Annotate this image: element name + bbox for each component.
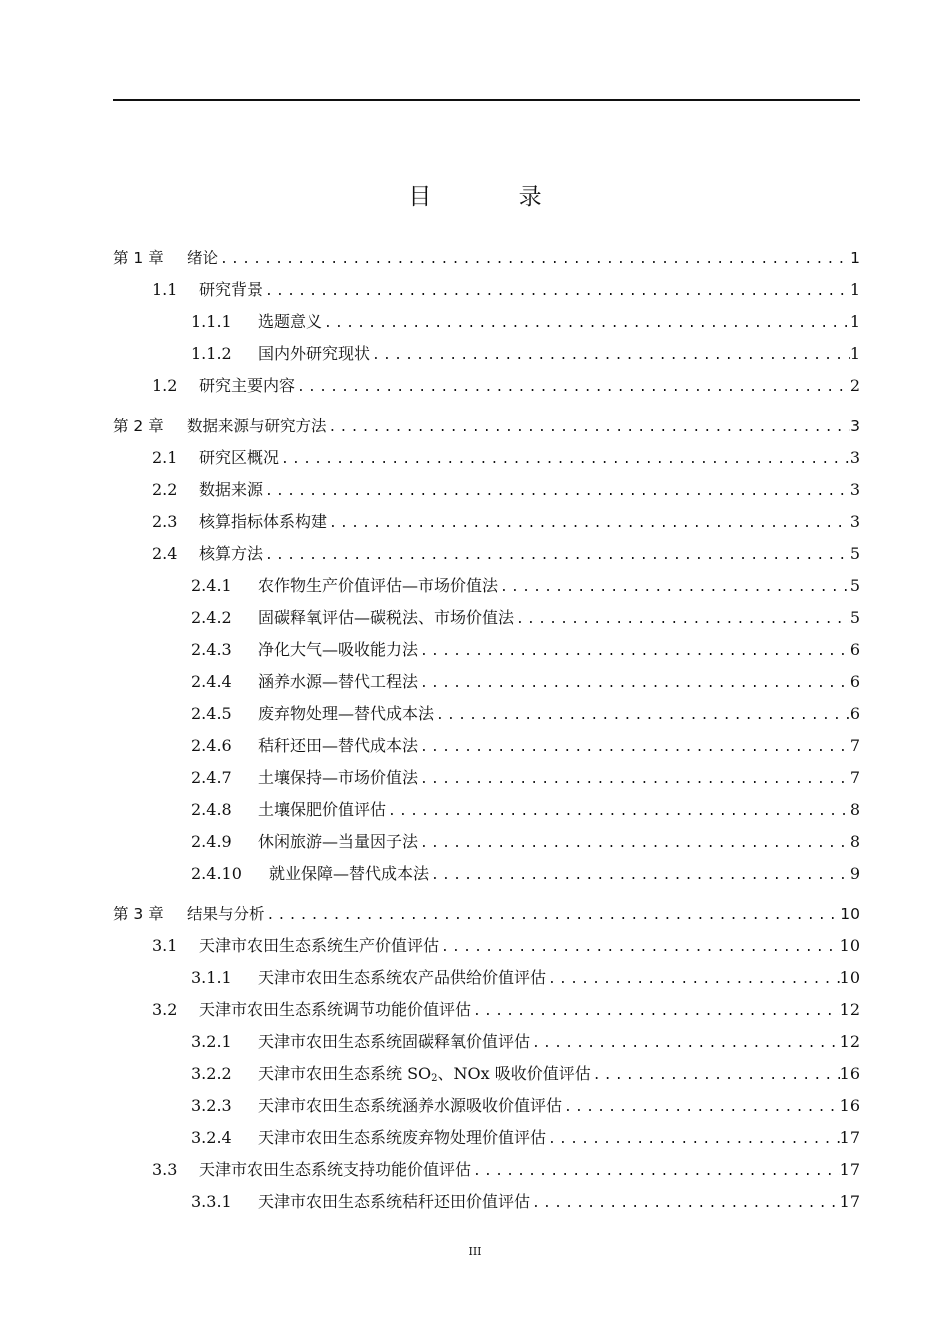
toc-title: 休闲旅游—当量因子法 <box>258 832 419 851</box>
toc-title: 数据来源 <box>199 480 264 499</box>
toc-title: 国内外研究现状 <box>258 344 371 363</box>
toc-page: 12 <box>839 1032 860 1051</box>
toc-leader <box>418 764 850 796</box>
toc-number: 第 2 章 <box>113 417 164 435</box>
toc-title: 绪论 <box>187 249 219 267</box>
toc-leader <box>295 372 850 404</box>
toc-leader <box>386 796 850 828</box>
toc-number: 2.4.2 <box>191 608 232 627</box>
toc-page: 17 <box>839 1128 860 1147</box>
toc-page: 8 <box>849 832 860 851</box>
toc-page: 10 <box>839 968 860 987</box>
toc-number: 2.4.8 <box>191 800 232 819</box>
toc-section-1-2[interactable] <box>113 370 860 402</box>
toc-subsection-2-4-1[interactable] <box>113 570 860 602</box>
toc-title: 数据来源与研究方法 <box>187 417 327 435</box>
toc-leader <box>471 996 840 1028</box>
toc-leader <box>434 700 850 732</box>
toc-number: 2.4.1 <box>191 576 232 595</box>
toc-section-2-2[interactable] <box>113 474 860 506</box>
toc-title: 农作物生产价值评估—市场价值法 <box>258 576 499 595</box>
toc-page: 9 <box>849 864 860 883</box>
toc-page: 1 <box>849 312 860 331</box>
toc-subsection-3-2-3[interactable] <box>113 1090 860 1122</box>
toc-subsection-3-3-1[interactable] <box>113 1186 860 1218</box>
toc-leader <box>514 604 850 636</box>
toc-page: 3 <box>849 512 860 531</box>
toc-number: 2.4.6 <box>191 736 232 755</box>
toc-title: 土壤保肥价值评估 <box>258 800 387 819</box>
toc-number: 3.3 <box>152 1160 178 1179</box>
toc-number: 2.4.4 <box>191 672 232 691</box>
toc-number: 3.1 <box>152 936 178 955</box>
toc-leader <box>279 444 850 476</box>
toc-subsection-2-4-3[interactable] <box>113 634 860 666</box>
toc-page: 7 <box>849 736 860 755</box>
toc-number: 3.2.3 <box>191 1096 232 1115</box>
toc-title: 核算方法 <box>199 544 264 563</box>
toc-subsection-2-4-10[interactable] <box>113 858 860 890</box>
toc-page: 17 <box>839 1192 860 1211</box>
toc-leader <box>546 964 840 996</box>
toc-subsection-3-2-1[interactable] <box>113 1026 860 1058</box>
toc-page: 16 <box>839 1096 860 1115</box>
toc-subsection-2-4-9[interactable] <box>113 826 860 858</box>
toc-leader <box>546 1124 840 1156</box>
toc-chapter-3[interactable] <box>113 898 860 930</box>
toc-section-2-1[interactable] <box>113 442 860 474</box>
toc-title: 固碳释氧评估—碳税法、市场价值法 <box>258 608 515 627</box>
toc-title-part: 天津市农田生态系统 SO <box>258 1064 432 1083</box>
toc-page: 2 <box>849 376 860 395</box>
toc-title: 天津市农田生态系统秸秆还田价值评估 <box>258 1192 531 1211</box>
toc-leader <box>439 932 840 964</box>
toc-leader <box>265 900 841 932</box>
toc-number: 1.1.1 <box>191 312 232 331</box>
toc-page: 7 <box>849 768 860 787</box>
toc-subsection-2-4-5[interactable] <box>113 698 860 730</box>
toc-title: 天津市农田生态系统支持功能价值评估 <box>199 1160 472 1179</box>
toc-page: 3 <box>850 417 860 435</box>
toc-chapter-2[interactable] <box>113 410 860 442</box>
toc-subsection-3-2-4[interactable] <box>113 1122 860 1154</box>
toc-number: 3.3.1 <box>191 1192 232 1211</box>
page-title: 目 录 <box>408 184 582 210</box>
toc-leader <box>429 860 850 892</box>
toc-title: 选题意义 <box>258 312 323 331</box>
toc-number: 1.2 <box>152 376 178 395</box>
toc-leader <box>327 508 850 540</box>
toc-title: 秸秆还田—替代成本法 <box>258 736 419 755</box>
toc-title: 天津市农田生态系统涵养水源吸收价值评估 <box>258 1096 563 1115</box>
toc-title: 涵养水源—替代工程法 <box>258 672 419 691</box>
toc-title: 研究背景 <box>199 280 264 299</box>
toc-subsection-1-1-1[interactable] <box>113 306 860 338</box>
toc-number: 1.1.2 <box>191 344 232 363</box>
toc-subsection-3-1-1[interactable] <box>113 962 860 994</box>
toc-page: 10 <box>840 905 860 923</box>
toc-page: 6 <box>849 672 860 691</box>
toc-subsection-2-4-6[interactable] <box>113 730 860 762</box>
toc-leader <box>418 828 850 860</box>
toc-page: 6 <box>849 640 860 659</box>
toc-leader <box>591 1060 840 1092</box>
toc-number: 1.1 <box>152 280 178 299</box>
toc-section-3-1[interactable] <box>113 930 860 962</box>
toc-title: 土壤保持—市场价值法 <box>258 768 419 787</box>
toc-number: 3.2 <box>152 1000 178 1019</box>
toc-leader <box>263 540 850 572</box>
toc-page: 1 <box>849 344 860 363</box>
toc-title: 结果与分析 <box>187 905 265 923</box>
toc-page: 3 <box>849 480 860 499</box>
toc-subsection-1-1-2[interactable] <box>113 338 860 370</box>
toc-chapter-1[interactable] <box>113 242 860 274</box>
toc-page: 8 <box>849 800 860 819</box>
page-number-footer: III <box>468 1245 482 1258</box>
toc-number: 2.4.3 <box>191 640 232 659</box>
toc-page: 1 <box>849 280 860 299</box>
toc-leader <box>498 572 850 604</box>
toc-number: 2.4 <box>152 544 178 563</box>
toc-number: 2.3 <box>152 512 178 531</box>
subscript: 2 <box>431 1073 438 1084</box>
toc-leader <box>327 412 850 444</box>
table-of-contents <box>113 242 860 1218</box>
toc-subsection-3-2-2[interactable] <box>113 1058 860 1090</box>
toc-section-1-1[interactable] <box>113 274 860 306</box>
toc-number: 2.1 <box>152 448 178 467</box>
toc-page: 1 <box>850 249 860 267</box>
toc-page: 10 <box>839 936 860 955</box>
toc-number: 2.4.9 <box>191 832 232 851</box>
toc-number: 2.2 <box>152 480 178 499</box>
toc-title: 天津市农田生态系统固碳释氧价值评估 <box>258 1032 531 1051</box>
toc-subsection-2-4-2[interactable] <box>113 602 860 634</box>
toc-leader <box>263 276 850 308</box>
toc-title: 天津市农田生态系统生产价值评估 <box>199 936 440 955</box>
toc-leader <box>322 308 850 340</box>
toc-subsection-2-4-7[interactable] <box>113 762 860 794</box>
toc-section-3-3[interactable] <box>113 1154 860 1186</box>
toc-leader <box>418 668 850 700</box>
toc-section-3-2[interactable] <box>113 994 860 1026</box>
toc-page: 5 <box>849 608 860 627</box>
toc-title: 天津市农田生态系统废弃物处理价值评估 <box>258 1128 547 1147</box>
toc-title: 废弃物处理—替代成本法 <box>258 704 435 723</box>
toc-title: 净化大气—吸收能力法 <box>258 640 419 659</box>
toc-page: 6 <box>849 704 860 723</box>
toc-page: 3 <box>849 448 860 467</box>
toc-title: 研究主要内容 <box>199 376 296 395</box>
toc-leader <box>562 1092 840 1124</box>
toc-title: 就业保障—替代成本法 <box>269 864 430 883</box>
toc-number: 2.4.7 <box>191 768 232 787</box>
toc-page: 17 <box>839 1160 860 1179</box>
toc-leader <box>530 1188 840 1220</box>
toc-leader <box>530 1028 840 1060</box>
toc-page: 12 <box>839 1000 860 1019</box>
toc-section-2-4[interactable] <box>113 538 860 570</box>
toc-title: 核算指标体系构建 <box>199 512 328 531</box>
toc-number: 3.1.1 <box>191 968 232 987</box>
toc-number: 第 3 章 <box>113 905 164 923</box>
header-rule <box>113 99 860 101</box>
toc-title-part: 、NOx 吸收价值评估 <box>437 1064 591 1083</box>
toc-leader <box>218 244 850 276</box>
toc-subsection-2-4-8[interactable] <box>113 794 860 826</box>
toc-subsection-2-4-4[interactable] <box>113 666 860 698</box>
toc-number: 3.2.2 <box>191 1064 232 1083</box>
toc-title: 天津市农田生态系统调节功能价值评估 <box>199 1000 472 1019</box>
toc-leader <box>263 476 850 508</box>
toc-title: 研究区概况 <box>199 448 280 467</box>
toc-page: 16 <box>839 1064 860 1083</box>
toc-number: 2.4.5 <box>191 704 232 723</box>
toc-number: 3.2.1 <box>191 1032 232 1051</box>
toc-number: 第 1 章 <box>113 249 164 267</box>
toc-leader <box>471 1156 840 1188</box>
toc-number: 3.2.4 <box>191 1128 232 1147</box>
toc-leader <box>418 732 850 764</box>
toc-leader <box>370 340 850 372</box>
toc-title: 天津市农田生态系统农产品供给价值评估 <box>258 968 547 987</box>
toc-page: 5 <box>849 544 860 563</box>
toc-leader <box>418 636 850 668</box>
toc-number: 2.4.10 <box>191 864 242 883</box>
toc-page: 5 <box>849 576 860 595</box>
toc-section-2-3[interactable] <box>113 506 860 538</box>
